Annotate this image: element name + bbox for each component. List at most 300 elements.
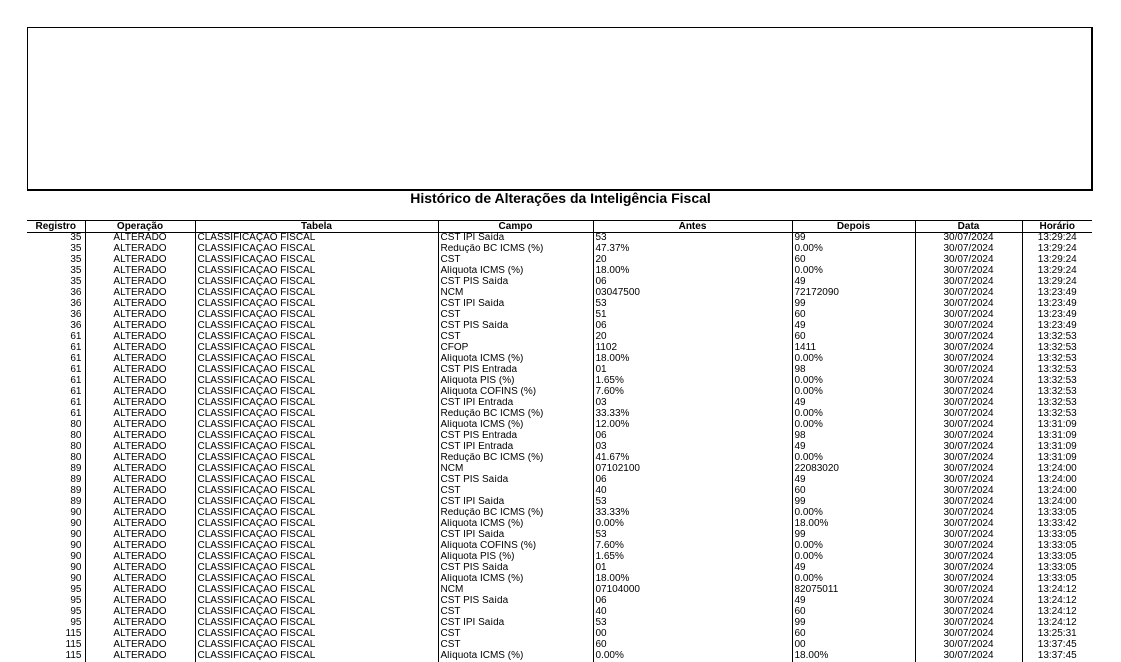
cell-tabela: CLASSIFICAÇÃO FISCAL — [195, 607, 438, 618]
cell-antes: 7.60% — [593, 541, 792, 552]
table-row — [27, 431, 1092, 442]
table-body — [27, 233, 1092, 662]
cell-operacao: ALTERADO — [85, 475, 195, 486]
cell-tabela: CLASSIFICAÇÃO FISCAL — [195, 233, 438, 245]
table-row — [27, 596, 1092, 607]
cell-operacao: ALTERADO — [85, 266, 195, 277]
cell-tabela: CLASSIFICAÇÃO FISCAL — [195, 640, 438, 651]
cell-operacao: ALTERADO — [85, 464, 195, 475]
cell-registro: 36 — [70, 299, 82, 309]
alteration-history-table — [27, 220, 1092, 662]
cell-tabela: CLASSIFICAÇÃO FISCAL — [195, 508, 438, 519]
cell-data: 30/07/2024 — [915, 266, 1022, 277]
cell-antes: 18.00% — [593, 354, 792, 365]
cell-depois: 99 — [792, 497, 915, 508]
cell-registro: 95 — [70, 585, 82, 595]
header-registro: Registro — [27, 221, 85, 233]
cell-tabela: CLASSIFICAÇÃO FISCAL — [195, 596, 438, 607]
cell-registro: 61 — [70, 376, 82, 386]
cell-horario: 13:32:53 — [1022, 332, 1092, 343]
cell-campo: Alíquota PIS (%) — [438, 376, 593, 387]
cell-registro: 89 — [70, 464, 82, 474]
cell-antes: 20 — [593, 332, 792, 343]
cell-data: 30/07/2024 — [915, 409, 1022, 420]
cell-registro: 115 — [65, 629, 82, 639]
cell-campo: CST PIS Saída — [438, 596, 593, 607]
cell-depois: 0.00% — [792, 409, 915, 420]
cell-depois: 98 — [792, 365, 915, 376]
cell-tabela: CLASSIFICAÇÃO FISCAL — [195, 552, 438, 563]
cell-data: 30/07/2024 — [915, 585, 1022, 596]
table-row — [27, 453, 1092, 464]
cell-registro: 80 — [70, 453, 82, 463]
cell-campo: CST — [438, 486, 593, 497]
cell-data: 30/07/2024 — [915, 255, 1022, 266]
cell-campo: Alíquota COFINS (%) — [438, 387, 593, 398]
table-row — [27, 310, 1092, 321]
cell-data: 30/07/2024 — [915, 398, 1022, 409]
table-row — [27, 233, 1092, 245]
cell-tabela: CLASSIFICAÇÃO FISCAL — [195, 266, 438, 277]
cell-operacao: ALTERADO — [85, 453, 195, 464]
cell-horario: 13:33:05 — [1022, 530, 1092, 541]
cell-operacao: ALTERADO — [85, 409, 195, 420]
cell-depois: 60 — [792, 629, 915, 640]
cell-campo: NCM — [438, 464, 593, 475]
cell-horario: 13:24:12 — [1022, 585, 1092, 596]
table-row — [27, 563, 1092, 574]
cell-antes: 53 — [593, 618, 792, 629]
cell-operacao: ALTERADO — [85, 244, 195, 255]
cell-registro: 61 — [70, 332, 82, 342]
cell-operacao: ALTERADO — [85, 442, 195, 453]
cell-data: 30/07/2024 — [915, 519, 1022, 530]
cell-registro: 36 — [70, 288, 82, 298]
cell-campo: Alíquota ICMS (%) — [438, 354, 593, 365]
cell-campo: NCM — [438, 585, 593, 596]
cell-tabela: CLASSIFICAÇÃO FISCAL — [195, 354, 438, 365]
cell-data: 30/07/2024 — [915, 244, 1022, 255]
cell-horario: 13:29:24 — [1022, 244, 1092, 255]
cell-registro: 61 — [70, 354, 82, 364]
cell-horario: 13:32:53 — [1022, 387, 1092, 398]
cell-horario: 13:32:53 — [1022, 343, 1092, 354]
cell-tabela: CLASSIFICAÇÃO FISCAL — [195, 387, 438, 398]
cell-campo: Alíquota ICMS (%) — [438, 519, 593, 530]
cell-operacao: ALTERADO — [85, 387, 195, 398]
cell-depois: 82075011 — [792, 585, 915, 596]
cell-antes: 47.37% — [593, 244, 792, 255]
cell-tabela: CLASSIFICAÇÃO FISCAL — [195, 244, 438, 255]
table-row — [27, 343, 1092, 354]
cell-depois: 99 — [792, 618, 915, 629]
cell-operacao: ALTERADO — [85, 618, 195, 629]
cell-campo: CST IPI Saída — [438, 530, 593, 541]
table-row — [27, 497, 1092, 508]
cell-antes: 01 — [593, 563, 792, 574]
cell-horario: 13:31:09 — [1022, 453, 1092, 464]
cell-data: 30/07/2024 — [915, 541, 1022, 552]
cell-operacao: ALTERADO — [85, 596, 195, 607]
cell-tabela: CLASSIFICAÇÃO FISCAL — [195, 277, 438, 288]
table-row — [27, 365, 1092, 376]
cell-depois: 0.00% — [792, 387, 915, 398]
table-row — [27, 552, 1092, 563]
cell-tabela: CLASSIFICAÇÃO FISCAL — [195, 464, 438, 475]
cell-horario: 13:32:53 — [1022, 409, 1092, 420]
cell-horario: 13:32:53 — [1022, 376, 1092, 387]
cell-tabela: CLASSIFICAÇÃO FISCAL — [195, 442, 438, 453]
header-tabela: Tabela — [195, 221, 438, 233]
cell-campo: CST IPI Saída — [438, 233, 593, 245]
table-row — [27, 255, 1092, 266]
cell-data: 30/07/2024 — [915, 574, 1022, 585]
cell-data: 30/07/2024 — [915, 596, 1022, 607]
cell-horario: 13:37:45 — [1022, 651, 1092, 662]
cell-antes: 03 — [593, 442, 792, 453]
cell-data: 30/07/2024 — [915, 420, 1022, 431]
cell-data: 30/07/2024 — [915, 618, 1022, 629]
cell-tabela: CLASSIFICAÇÃO FISCAL — [195, 376, 438, 387]
cell-antes: 00 — [593, 629, 792, 640]
cell-campo: CST IPI Saída — [438, 497, 593, 508]
table-header-row — [27, 221, 1092, 233]
cell-horario: 13:24:12 — [1022, 596, 1092, 607]
cell-campo: CST IPI Saída — [438, 299, 593, 310]
cell-antes: 53 — [593, 530, 792, 541]
cell-registro: 95 — [70, 618, 82, 628]
cell-operacao: ALTERADO — [85, 651, 195, 662]
table-row — [27, 607, 1092, 618]
table-row — [27, 398, 1092, 409]
cell-data: 30/07/2024 — [915, 299, 1022, 310]
cell-depois: 72172090 — [792, 288, 915, 299]
cell-depois: 22083020 — [792, 464, 915, 475]
cell-registro: 90 — [70, 552, 82, 562]
cell-depois: 60 — [792, 310, 915, 321]
cell-data: 30/07/2024 — [915, 431, 1022, 442]
cell-data: 30/07/2024 — [915, 288, 1022, 299]
cell-data: 30/07/2024 — [915, 277, 1022, 288]
cell-antes: 33.33% — [593, 508, 792, 519]
cell-horario: 13:33:05 — [1022, 563, 1092, 574]
cell-horario: 13:24:00 — [1022, 497, 1092, 508]
cell-antes: 40 — [593, 607, 792, 618]
cell-operacao: ALTERADO — [85, 486, 195, 497]
cell-antes: 1102 — [593, 343, 792, 354]
cell-registro: 90 — [70, 508, 82, 518]
cell-registro: 80 — [70, 420, 82, 430]
cell-horario: 13:32:53 — [1022, 398, 1092, 409]
cell-antes: 60 — [593, 640, 792, 651]
cell-antes: 33.33% — [593, 409, 792, 420]
cell-antes: 06 — [593, 596, 792, 607]
table-row — [27, 464, 1092, 475]
cell-data: 30/07/2024 — [915, 552, 1022, 563]
cell-antes: 03047500 — [593, 288, 792, 299]
cell-antes: 03 — [593, 398, 792, 409]
cell-depois: 98 — [792, 431, 915, 442]
cell-antes: 53 — [593, 299, 792, 310]
cell-registro: 115 — [65, 640, 82, 650]
cell-antes: 06 — [593, 475, 792, 486]
header-operacao: Operação — [85, 221, 195, 233]
cell-registro: 80 — [70, 442, 82, 452]
cell-data: 30/07/2024 — [915, 486, 1022, 497]
cell-campo: Alíquota ICMS (%) — [438, 574, 593, 585]
cell-operacao: ALTERADO — [85, 541, 195, 552]
cell-tabela: CLASSIFICAÇÃO FISCAL — [195, 475, 438, 486]
cell-depois: 0.00% — [792, 420, 915, 431]
cell-depois: 49 — [792, 321, 915, 332]
cell-registro: 80 — [70, 431, 82, 441]
cell-horario: 13:24:12 — [1022, 607, 1092, 618]
header-antes: Antes — [593, 221, 792, 233]
cell-data: 30/07/2024 — [915, 640, 1022, 651]
cell-campo: Redução BC ICMS (%) — [438, 508, 593, 519]
report-title: Histórico de Alterações da Inteligência Fiscal — [410, 190, 711, 206]
header-horario: Horário — [1022, 221, 1092, 233]
cell-registro: 95 — [70, 607, 82, 617]
cell-antes: 0.00% — [593, 651, 792, 662]
cell-campo: CST — [438, 255, 593, 266]
cell-depois: 49 — [792, 398, 915, 409]
cell-horario: 13:37:45 — [1022, 640, 1092, 651]
cell-horario: 13:23:49 — [1022, 310, 1092, 321]
cell-operacao: ALTERADO — [85, 629, 195, 640]
cell-horario: 13:29:24 — [1022, 266, 1092, 277]
cell-tabela: CLASSIFICAÇÃO FISCAL — [195, 651, 438, 662]
cell-operacao: ALTERADO — [85, 354, 195, 365]
cell-antes: 06 — [593, 277, 792, 288]
cell-data: 30/07/2024 — [915, 343, 1022, 354]
cell-horario: 13:24:00 — [1022, 475, 1092, 486]
cell-operacao: ALTERADO — [85, 519, 195, 530]
cell-registro: 90 — [70, 519, 82, 529]
cell-operacao: ALTERADO — [85, 343, 195, 354]
table-row — [27, 354, 1092, 365]
cell-data: 30/07/2024 — [915, 310, 1022, 321]
table-row — [27, 420, 1092, 431]
cell-operacao: ALTERADO — [85, 607, 195, 618]
cell-horario: 13:32:53 — [1022, 354, 1092, 365]
cell-registro: 35 — [70, 255, 82, 265]
cell-tabela: CLASSIFICAÇÃO FISCAL — [195, 321, 438, 332]
cell-registro: 61 — [70, 343, 82, 353]
cell-horario: 13:31:09 — [1022, 442, 1092, 453]
cell-horario: 13:33:05 — [1022, 541, 1092, 552]
cell-data: 30/07/2024 — [915, 651, 1022, 662]
cell-registro: 61 — [70, 387, 82, 397]
cell-campo: CST IPI Entrada — [438, 442, 593, 453]
cell-horario: 13:33:05 — [1022, 552, 1092, 563]
table-row — [27, 288, 1092, 299]
table-row — [27, 266, 1092, 277]
cell-antes: 1.65% — [593, 376, 792, 387]
cell-antes: 41.67% — [593, 453, 792, 464]
cell-registro: 35 — [70, 277, 82, 287]
cell-data: 30/07/2024 — [915, 475, 1022, 486]
cell-tabela: CLASSIFICAÇÃO FISCAL — [195, 530, 438, 541]
cell-campo: CST PIS Saída — [438, 475, 593, 486]
cell-registro: 36 — [70, 310, 82, 320]
cell-tabela: CLASSIFICAÇÃO FISCAL — [195, 497, 438, 508]
cell-data: 30/07/2024 — [915, 442, 1022, 453]
cell-tabela: CLASSIFICAÇÃO FISCAL — [195, 299, 438, 310]
cell-operacao: ALTERADO — [85, 376, 195, 387]
cell-operacao: ALTERADO — [85, 420, 195, 431]
cell-antes: 0.00% — [593, 519, 792, 530]
cell-data: 30/07/2024 — [915, 321, 1022, 332]
table-row — [27, 475, 1092, 486]
cell-depois: 00 — [792, 640, 915, 651]
cell-campo: Alíquota ICMS (%) — [438, 266, 593, 277]
cell-horario: 13:25:31 — [1022, 629, 1092, 640]
cell-horario: 13:29:24 — [1022, 277, 1092, 288]
cell-tabela: CLASSIFICAÇÃO FISCAL — [195, 409, 438, 420]
header-campo: Campo — [438, 221, 593, 233]
cell-antes: 51 — [593, 310, 792, 321]
table-row — [27, 376, 1092, 387]
cell-campo: Alíquota COFINS (%) — [438, 541, 593, 552]
cell-campo: CFOP — [438, 343, 593, 354]
cell-campo: CST — [438, 332, 593, 343]
cell-tabela: CLASSIFICAÇÃO FISCAL — [195, 519, 438, 530]
cell-registro: 61 — [70, 409, 82, 419]
cell-depois: 0.00% — [792, 354, 915, 365]
cell-data: 30/07/2024 — [915, 387, 1022, 398]
cell-campo: CST — [438, 310, 593, 321]
cell-registro: 90 — [70, 574, 82, 584]
cell-operacao: ALTERADO — [85, 497, 195, 508]
table-row — [27, 574, 1092, 585]
cell-registro: 89 — [70, 475, 82, 485]
cell-tabela: CLASSIFICAÇÃO FISCAL — [195, 585, 438, 596]
table-row — [27, 530, 1092, 541]
cell-horario: 13:24:00 — [1022, 464, 1092, 475]
table-row — [27, 618, 1092, 629]
cell-data: 30/07/2024 — [915, 354, 1022, 365]
table-row — [27, 277, 1092, 288]
cell-depois: 0.00% — [792, 244, 915, 255]
cell-depois: 0.00% — [792, 508, 915, 519]
cell-depois: 49 — [792, 442, 915, 453]
cell-horario: 13:23:49 — [1022, 321, 1092, 332]
cell-depois: 99 — [792, 233, 915, 245]
cell-horario: 13:31:09 — [1022, 431, 1092, 442]
cell-tabela: CLASSIFICAÇÃO FISCAL — [195, 398, 438, 409]
cell-depois: 60 — [792, 255, 915, 266]
cell-horario: 13:33:05 — [1022, 508, 1092, 519]
cell-campo: Alíquota ICMS (%) — [438, 651, 593, 662]
cell-horario: 13:29:24 — [1022, 233, 1092, 245]
cell-depois: 0.00% — [792, 552, 915, 563]
cell-antes: 01 — [593, 365, 792, 376]
cell-depois: 60 — [792, 607, 915, 618]
cell-horario: 13:23:49 — [1022, 288, 1092, 299]
cell-data: 30/07/2024 — [915, 497, 1022, 508]
cell-operacao: ALTERADO — [85, 508, 195, 519]
table-row — [27, 486, 1092, 497]
cell-horario: 13:33:05 — [1022, 574, 1092, 585]
cell-depois: 0.00% — [792, 574, 915, 585]
cell-operacao: ALTERADO — [85, 277, 195, 288]
cell-horario: 13:33:42 — [1022, 519, 1092, 530]
cell-tabela: CLASSIFICAÇÃO FISCAL — [195, 453, 438, 464]
cell-depois: 0.00% — [792, 541, 915, 552]
cell-horario: 13:31:09 — [1022, 420, 1092, 431]
cell-depois: 49 — [792, 563, 915, 574]
cell-campo: NCM — [438, 288, 593, 299]
table-row — [27, 640, 1092, 651]
cell-registro: 89 — [70, 486, 82, 496]
cell-campo: CST PIS Saída — [438, 563, 593, 574]
table-row — [27, 629, 1092, 640]
cell-horario: 13:24:00 — [1022, 486, 1092, 497]
cell-registro: 35 — [70, 244, 82, 254]
cell-antes: 06 — [593, 431, 792, 442]
cell-campo: CST — [438, 629, 593, 640]
cell-registro: 90 — [70, 541, 82, 551]
cell-data: 30/07/2024 — [915, 508, 1022, 519]
cell-antes: 20 — [593, 255, 792, 266]
table-row — [27, 541, 1092, 552]
cell-depois: 99 — [792, 299, 915, 310]
cell-antes: 06 — [593, 321, 792, 332]
cell-data: 30/07/2024 — [915, 629, 1022, 640]
cell-campo: CST PIS Entrada — [438, 431, 593, 442]
cell-operacao: ALTERADO — [85, 574, 195, 585]
cell-campo: CST — [438, 640, 593, 651]
cell-depois: 0.00% — [792, 266, 915, 277]
cell-registro: 61 — [70, 398, 82, 408]
cell-tabela: CLASSIFICAÇÃO FISCAL — [195, 288, 438, 299]
cell-operacao: ALTERADO — [85, 530, 195, 541]
cell-antes: 18.00% — [593, 266, 792, 277]
table-row — [27, 332, 1092, 343]
cell-registro: 35 — [70, 266, 82, 276]
cell-tabela: CLASSIFICAÇÃO FISCAL — [195, 486, 438, 497]
cell-depois: 1411 — [792, 343, 915, 354]
cell-data: 30/07/2024 — [915, 530, 1022, 541]
cell-data: 30/07/2024 — [915, 233, 1022, 245]
cell-antes: 53 — [593, 497, 792, 508]
cell-tabela: CLASSIFICAÇÃO FISCAL — [195, 255, 438, 266]
cell-campo: Alíquota PIS (%) — [438, 552, 593, 563]
cell-operacao: ALTERADO — [85, 255, 195, 266]
cell-antes: 18.00% — [593, 574, 792, 585]
cell-depois: 60 — [792, 332, 915, 343]
table-row — [27, 409, 1092, 420]
cell-depois: 49 — [792, 475, 915, 486]
table-row — [27, 321, 1092, 332]
cell-campo: CST PIS Entrada — [438, 365, 593, 376]
cell-data: 30/07/2024 — [915, 563, 1022, 574]
cell-operacao: ALTERADO — [85, 552, 195, 563]
cell-campo: CST PIS Saída — [438, 321, 593, 332]
table-row — [27, 651, 1092, 662]
cell-campo: Alíquota ICMS (%) — [438, 420, 593, 431]
cell-data: 30/07/2024 — [915, 607, 1022, 618]
cell-antes: 7.60% — [593, 387, 792, 398]
cell-antes: 07102100 — [593, 464, 792, 475]
cell-data: 30/07/2024 — [915, 453, 1022, 464]
cell-registro: 89 — [70, 497, 82, 507]
cell-registro: 35 — [70, 232, 82, 243]
cell-tabela: CLASSIFICAÇÃO FISCAL — [195, 365, 438, 376]
header-depois: Depois — [792, 221, 915, 233]
cell-tabela: CLASSIFICAÇÃO FISCAL — [195, 541, 438, 552]
